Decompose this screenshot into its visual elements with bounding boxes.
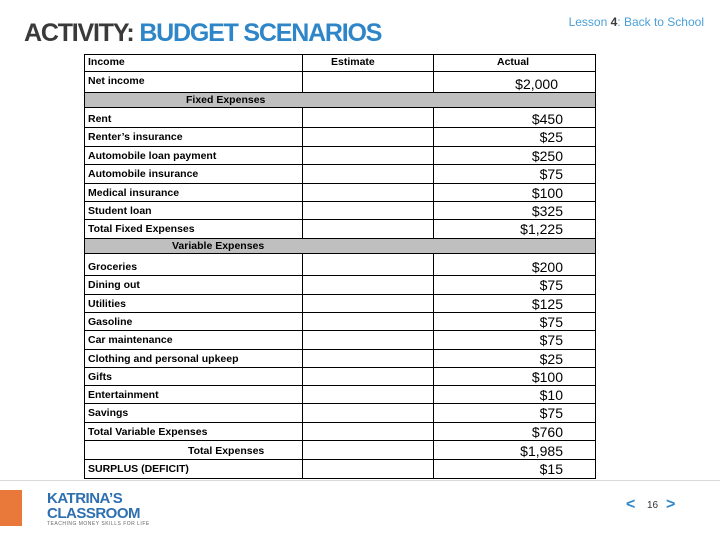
expense-label: Automobile insurance	[88, 168, 199, 181]
budget-table	[84, 54, 596, 479]
lesson-number: 4	[610, 15, 618, 29]
surplus-actual: $15	[539, 461, 563, 477]
expense-actual-value: $75	[539, 313, 563, 330]
income-column-header: Income	[88, 56, 125, 68]
expense-label: Utilities	[88, 297, 126, 310]
table-row	[85, 164, 595, 165]
logo-accent-bar	[0, 490, 22, 526]
page-title	[24, 19, 381, 48]
table-row	[85, 275, 595, 276]
logo-tagline: TEACHING MONEY SKILLS FOR LIFE	[47, 521, 150, 527]
table-row	[85, 71, 595, 72]
lesson-prefix: Lesson	[568, 15, 611, 29]
table-row	[85, 440, 595, 441]
table-row	[85, 422, 595, 423]
expense-actual-value: $200	[531, 259, 563, 275]
expense-actual-value: $450	[531, 111, 563, 127]
net-income-actual: $2,000	[515, 76, 558, 92]
expense-label: Total Variable Expenses	[88, 425, 208, 438]
expense-label: Student loan	[88, 205, 152, 217]
expense-label: Groceries	[88, 261, 138, 273]
variable-expenses-section	[85, 238, 595, 254]
expense-actual-value: $75	[539, 166, 563, 183]
column-divider	[302, 54, 303, 478]
expense-actual-value: $75	[539, 405, 563, 422]
table-row	[85, 385, 595, 386]
table-row	[85, 312, 595, 313]
table-row	[85, 201, 595, 202]
logo-line1: KATRINA’S	[47, 490, 123, 507]
expense-label: Medical insurance	[88, 186, 180, 199]
table-row	[85, 349, 595, 350]
expense-actual-value: $25	[539, 129, 563, 146]
expense-actual-value: $75	[539, 332, 563, 349]
total-expenses-actual: $1,985	[520, 443, 563, 459]
title-main: BUDGET SCENARIOS	[139, 19, 382, 47]
expense-label: Gasoline	[88, 315, 133, 328]
expense-label: Savings	[88, 407, 129, 420]
fixed-expenses-header: Fixed Expenses	[186, 94, 266, 106]
table-row	[85, 459, 595, 460]
expense-label: Dining out	[88, 279, 140, 292]
footer-divider	[0, 480, 720, 481]
expense-label: Car maintenance	[88, 334, 173, 347]
expense-actual-value: $250	[531, 147, 563, 164]
expense-actual-value: $1,225	[520, 221, 563, 238]
expense-actual-value: $100	[531, 184, 563, 201]
fixed-expenses-section	[85, 92, 595, 108]
expense-label: Renter’s insurance	[88, 131, 183, 144]
expense-label: Gifts	[88, 370, 112, 383]
table-row	[85, 330, 595, 331]
variable-expenses-header: Variable Expenses	[172, 240, 265, 252]
expense-actual-value: $125	[531, 295, 563, 312]
surplus-label: SURPLUS (DEFICIT)	[88, 463, 189, 475]
total-expenses-label: Total Expenses	[188, 445, 265, 457]
expense-actual-value: $100	[531, 368, 563, 385]
lesson-label	[569, 15, 704, 29]
expense-label: Entertainment	[88, 389, 159, 402]
actual-column-header: Actual	[497, 56, 530, 68]
expense-actual-value: $25	[539, 350, 563, 367]
table-row	[85, 146, 595, 147]
katrinas-classroom-logo	[47, 491, 150, 528]
table-row	[85, 127, 595, 128]
expense-actual-value: $10	[539, 387, 563, 404]
table-row	[85, 183, 595, 184]
expense-label: Clothing and personal upkeep	[88, 352, 239, 365]
expense-label: Rent	[88, 113, 112, 125]
title-prefix: ACTIVITY:	[24, 19, 140, 47]
prev-slide-button[interactable]: <	[626, 496, 636, 513]
expense-actual-value: $75	[539, 277, 563, 294]
column-divider	[433, 54, 434, 478]
table-row	[85, 219, 595, 220]
table-row	[85, 367, 595, 368]
table-header-row	[85, 54, 595, 55]
next-slide-button[interactable]: >	[666, 496, 676, 513]
table-row	[85, 403, 595, 404]
estimate-column-header: Estimate	[331, 56, 375, 68]
lesson-suffix: : Back to School	[617, 15, 704, 29]
expense-actual-value: $325	[531, 203, 563, 219]
table-row	[85, 294, 595, 295]
expense-actual-value: $760	[531, 423, 563, 440]
logo-line2: CLASSROOM	[47, 505, 140, 522]
expense-label: Automobile loan payment	[88, 149, 217, 162]
page-number: 16	[647, 500, 659, 511]
expense-label: Total Fixed Expenses	[88, 223, 195, 236]
net-income-label: Net income	[88, 75, 145, 87]
